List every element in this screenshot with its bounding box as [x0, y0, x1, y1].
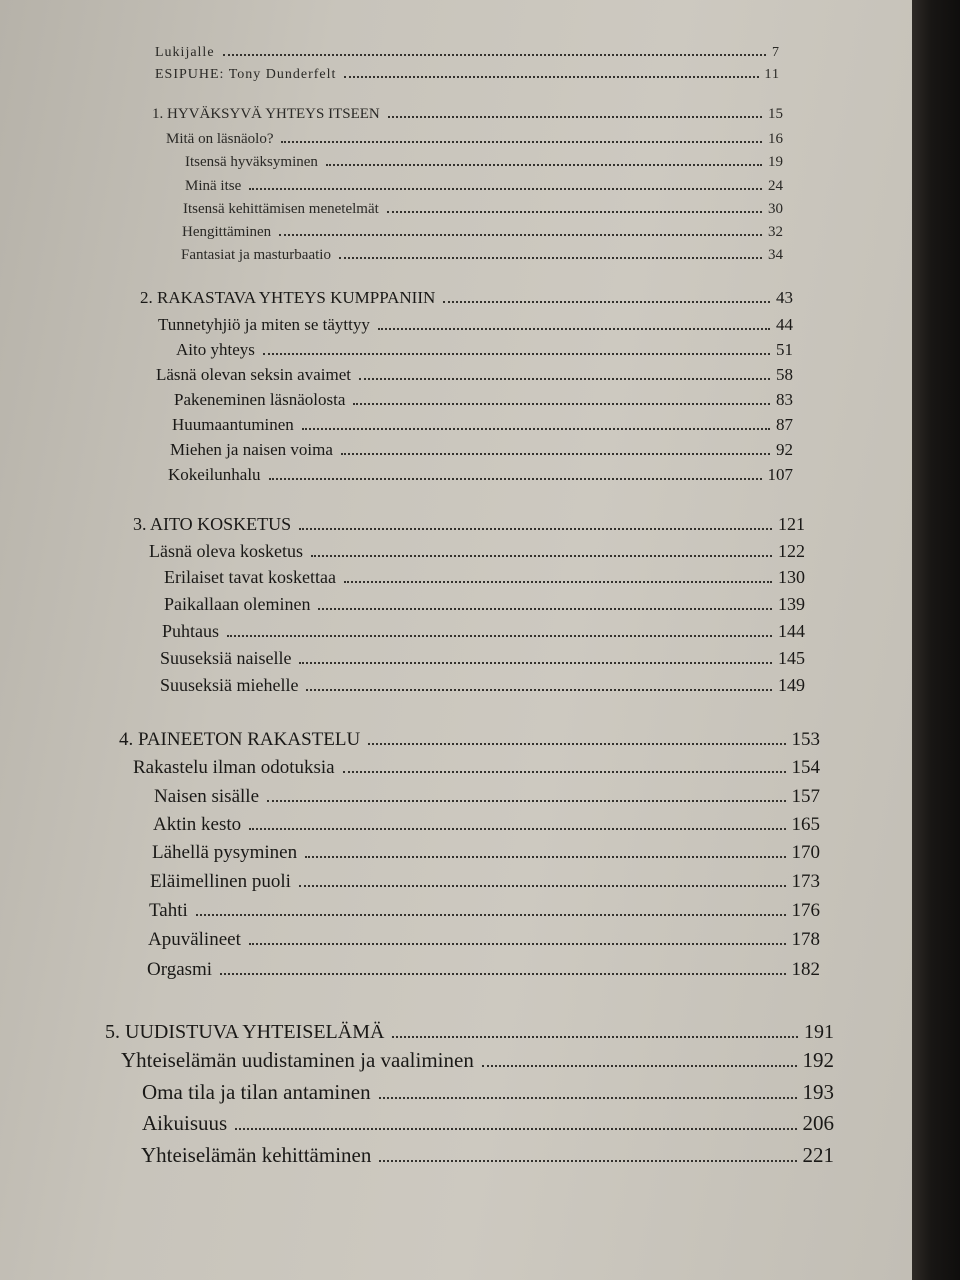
dot-leader [299, 884, 786, 887]
dot-leader [318, 607, 772, 610]
toc-entry [185, 177, 783, 196]
page-number: 145 [778, 648, 805, 668]
entry-title: Minä itse [185, 178, 242, 194]
page-number: 16 [768, 131, 783, 147]
page-number: 58 [776, 365, 793, 384]
toc-entry [168, 464, 793, 485]
dot-leader [306, 688, 772, 691]
dot-leader [269, 477, 762, 480]
page-number: 206 [802, 1111, 834, 1135]
entry-title: Oma tila ja tilan antaminen [142, 1080, 371, 1104]
page-number: 193 [802, 1080, 834, 1104]
page-number: 176 [791, 900, 820, 921]
toc-entry [121, 1047, 834, 1073]
dot-leader [344, 75, 758, 78]
entry-title: Apuvälineet [148, 929, 241, 950]
dot-leader [302, 427, 770, 430]
toc-entry [150, 870, 820, 894]
entry-title: Naisen sisälle [154, 786, 260, 807]
page-number: 19 [768, 154, 783, 170]
toc-entry [160, 647, 805, 670]
entry-title: Eläimellinen puoli [150, 871, 291, 892]
page-number: 51 [776, 340, 793, 359]
dot-leader [249, 942, 786, 945]
toc-entry [164, 593, 805, 616]
chapter-heading [152, 105, 783, 124]
dot-leader [311, 554, 772, 557]
entry-title: Yhteiselämän kehittäminen [141, 1143, 372, 1167]
toc-entry [141, 1142, 834, 1168]
dot-leader [299, 527, 772, 530]
page-number: 107 [767, 465, 793, 484]
toc-entry [172, 414, 793, 435]
toc-entry [152, 841, 820, 865]
page-number: 30 [768, 201, 783, 217]
entry-title: 1. HYVÄKSYVÄ YHTEYS ITSEEN [152, 106, 380, 122]
page-number: 139 [778, 594, 805, 614]
entry-title: Itsensä hyväksyminen [185, 154, 318, 170]
page-number: 15 [768, 106, 783, 122]
page-number: 34 [768, 247, 783, 263]
toc-entry [147, 958, 820, 982]
entry-title: Aito yhteys [176, 340, 255, 359]
dot-leader [443, 300, 770, 303]
dot-leader [379, 1159, 796, 1162]
dot-leader [305, 855, 785, 858]
page-number: 221 [802, 1143, 834, 1167]
toc-entry [162, 620, 805, 643]
dot-leader [343, 770, 786, 773]
toc-entry [174, 389, 793, 410]
dot-leader [227, 634, 772, 637]
toc-entry [153, 813, 820, 837]
entry-title: ESIPUHE: Tony Dunderfelt [155, 67, 337, 82]
entry-title: 2. RAKASTAVA YHTEYS KUMPPANIIN [140, 288, 436, 307]
toc-entry [158, 314, 793, 335]
entry-title: Tunnetyhjiö ja miten se täyttyy [158, 315, 370, 334]
dot-leader [223, 53, 766, 56]
page-number: 182 [791, 959, 820, 980]
dot-leader [235, 1127, 796, 1130]
page-number: 24 [768, 178, 783, 194]
entry-title: Yhteiselämän uudistaminen ja vaaliminen [121, 1048, 474, 1072]
entry-title: Lähellä pysyminen [152, 842, 298, 863]
toc-entry [149, 540, 805, 563]
chapter-heading [119, 728, 820, 752]
entry-title: Suuseksiä miehelle [160, 675, 299, 695]
toc-entry [185, 153, 783, 172]
page-number: 173 [791, 871, 820, 892]
toc-entry [181, 246, 783, 265]
toc-entry [170, 439, 793, 460]
toc-entry [164, 566, 805, 589]
dot-leader [388, 115, 762, 118]
toc-entry [142, 1110, 834, 1136]
page-number: 87 [776, 415, 793, 434]
entry-title: Huumaantuminen [172, 415, 294, 434]
toc-entry [149, 899, 820, 923]
front-matter-entry [155, 66, 780, 84]
page-number: 83 [776, 390, 793, 409]
dot-leader [263, 352, 770, 355]
toc-entry [142, 1079, 834, 1105]
dot-leader [267, 799, 785, 802]
toc-entry [133, 756, 820, 780]
entry-title: Orgasmi [147, 959, 213, 980]
entry-title: Suuseksiä naiselle [160, 648, 292, 668]
entry-title: Lukijalle [155, 45, 215, 60]
entry-title: Puhtaus [162, 621, 220, 641]
dot-leader [249, 827, 785, 830]
entry-title: Kokeilunhalu [168, 465, 261, 484]
dot-leader [279, 233, 762, 236]
toc-entry [166, 130, 783, 149]
entry-title: Erilaiset tavat koskettaa [164, 567, 336, 587]
dot-leader [196, 913, 786, 916]
page-number: 165 [791, 814, 820, 835]
dot-leader [344, 580, 772, 583]
toc-entry [182, 223, 783, 242]
page-number: 157 [791, 786, 820, 807]
dot-leader [281, 140, 762, 143]
entry-title: Rakastelu ilman odotuksia [133, 757, 335, 778]
dot-leader [387, 210, 762, 213]
page-number: 44 [776, 315, 793, 334]
page-number: 130 [778, 567, 805, 587]
entry-title: Miehen ja naisen voima [170, 440, 333, 459]
entry-title: Hengittäminen [182, 224, 272, 240]
page-number: 7 [772, 45, 780, 60]
front-matter-entry [155, 44, 780, 62]
toc-entry [160, 674, 805, 697]
page-edge-shadow [912, 0, 960, 1280]
toc-entry [154, 785, 820, 809]
toc-entry [148, 928, 820, 952]
page-number: 170 [791, 842, 820, 863]
dot-leader [341, 452, 770, 455]
dot-leader [368, 742, 785, 745]
toc-entry [176, 339, 793, 360]
entry-title: Aktin kesto [153, 814, 242, 835]
dot-leader [299, 661, 772, 664]
page-number: 154 [791, 757, 820, 778]
entry-title: Fantasiat ja masturbaatio [181, 247, 331, 263]
dot-leader [379, 1096, 797, 1099]
page-number: 144 [778, 621, 805, 641]
page-number: 92 [776, 440, 793, 459]
page-number: 192 [802, 1048, 834, 1072]
dot-leader [482, 1064, 797, 1067]
entry-title: 5. UUDISTUVA YHTEISELÄMÄ [105, 1021, 385, 1043]
entry-title: Itsensä kehittämisen menetelmät [183, 201, 379, 217]
entry-title: Pakeneminen läsnäolosta [174, 390, 346, 409]
page-number: 149 [778, 675, 805, 695]
entry-title: Läsnä oleva kosketus [149, 541, 303, 561]
dot-leader [339, 256, 762, 259]
entry-title: Läsnä olevan seksin avaimet [156, 365, 351, 384]
entry-title: 4. PAINEETON RAKASTELU [119, 729, 361, 750]
entry-title: Mitä on läsnäolo? [166, 131, 274, 147]
page-number: 191 [804, 1021, 834, 1043]
entry-title: Tahti [149, 900, 188, 921]
entry-title: Paikallaan oleminen [164, 594, 311, 614]
dot-leader [220, 972, 785, 975]
chapter-heading [105, 1020, 834, 1045]
dot-leader [249, 187, 762, 190]
chapter-heading [140, 287, 793, 308]
toc-entry [156, 364, 793, 385]
dot-leader [353, 402, 770, 405]
dot-leader [378, 327, 770, 330]
dot-leader [359, 377, 770, 380]
page-number: 153 [791, 729, 820, 750]
dot-leader [326, 163, 762, 166]
page-number: 121 [778, 514, 805, 534]
chapter-heading [133, 513, 805, 536]
toc-entry [183, 200, 783, 219]
page-number: 32 [768, 224, 783, 240]
entry-title: Aikuisuus [142, 1111, 228, 1135]
page-number: 178 [791, 929, 820, 950]
page-number: 43 [776, 288, 793, 307]
page-number: 122 [778, 541, 805, 561]
dot-leader [392, 1035, 798, 1038]
page-number: 11 [764, 67, 780, 82]
entry-title: 3. AITO KOSKETUS [133, 514, 292, 534]
